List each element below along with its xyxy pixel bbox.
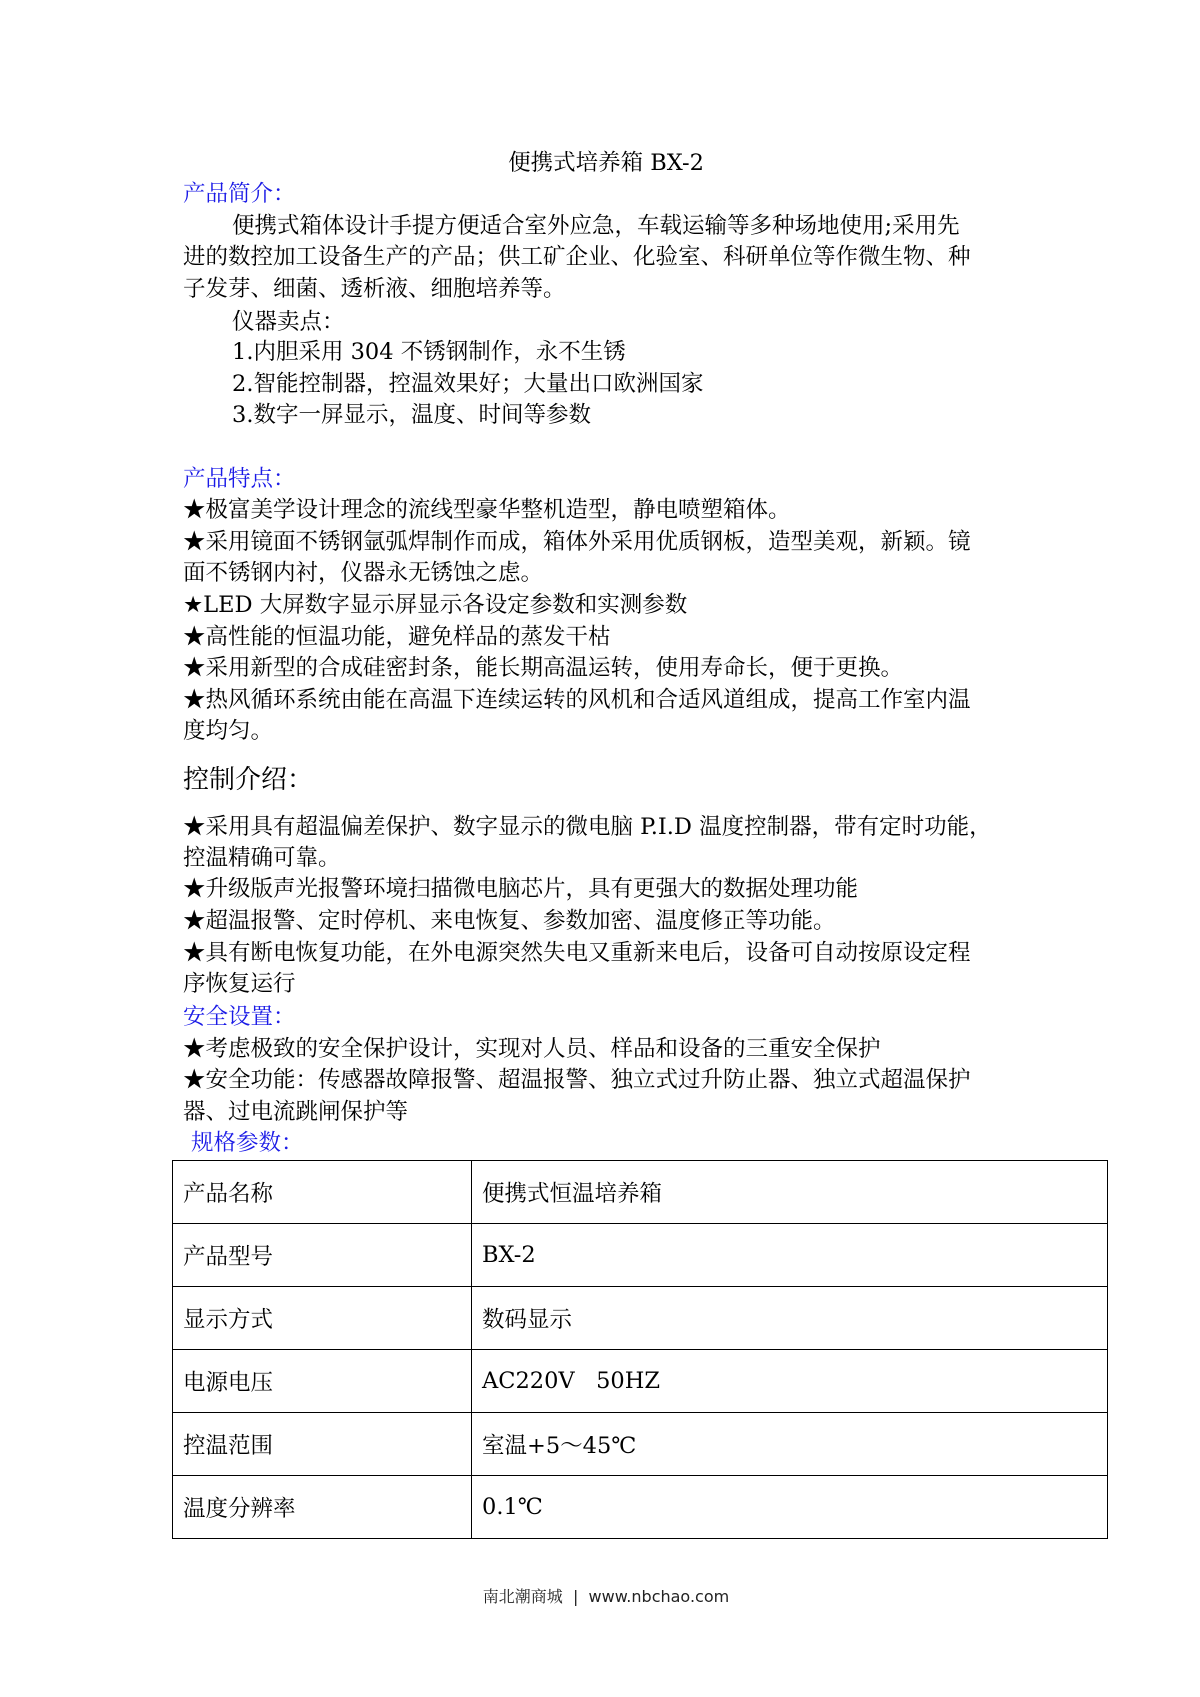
table-row <box>173 1413 1108 1476</box>
selling-heading: 仪器卖点： <box>232 309 345 335</box>
selling-point: 1.内胆采用 304 不锈钢制作，永不生锈 <box>232 339 626 365</box>
intro-line: 子发芽、细菌、透析液、细胞培养等。 <box>183 276 566 302</box>
control-heading: 控制介绍： <box>183 765 314 795</box>
safety-line: 器、过电流跳闸保护等 <box>183 1099 409 1125</box>
safety-line: ★考虑极致的安全保护设计，实现对人员、样品和设备的三重安全保护 <box>183 1036 881 1062</box>
spec-value: BX-2 <box>472 1224 1108 1287</box>
control-line: 序恢复运行 <box>183 971 296 997</box>
intro-line: 进的数控加工设备生产的产品；供工矿企业、化验室、科研单位等作微生物、种 <box>183 244 971 270</box>
spec-key: 控温范围 <box>173 1413 472 1476</box>
feature-line: ★LED 大屏数字显示屏显示各设定参数和实测参数 <box>183 592 688 618</box>
spec-value: 便携式恒温培养箱 <box>472 1161 1108 1224</box>
selling-point: 2.智能控制器，控温效果好；大量出口欧洲国家 <box>232 371 704 397</box>
control-line: ★采用具有超温偏差保护、数字显示的微电脑 P.I.D 温度控制器，带有定时功能， <box>183 814 992 840</box>
feature-line: 面不锈钢内衬，仪器永无锈蚀之虑。 <box>183 560 544 586</box>
spec-key: 产品名称 <box>173 1161 472 1224</box>
table-row <box>173 1161 1108 1224</box>
spec-value: AC220V 50HZ <box>472 1350 1108 1413</box>
intro-heading: 产品简介： <box>183 181 296 207</box>
control-line: ★具有断电恢复功能，在外电源突然失电又重新来电后，设备可自动按原设定程 <box>183 940 971 966</box>
feature-line: ★采用镜面不锈钢氩弧焊制作而成，箱体外采用优质钢板，造型美观，新颖。镜 <box>183 529 971 555</box>
feature-line: ★热风循环系统由能在高温下连续运转的风机和合适风道组成，提高工作室内温 <box>183 687 971 713</box>
spec-value: 数码显示 <box>472 1287 1108 1350</box>
table-row <box>173 1224 1108 1287</box>
control-line: ★超温报警、定时停机、来电恢复、参数加密、温度修正等功能。 <box>183 908 836 934</box>
specs-table <box>172 1160 1108 1539</box>
document-title: 便携式培养箱 BX-2 <box>508 150 704 176</box>
spec-key: 产品型号 <box>173 1224 472 1287</box>
feature-line: ★采用新型的合成硅密封条，能长期高温运转，使用寿命长，便于更换。 <box>183 655 904 681</box>
features-heading: 产品特点： <box>183 466 296 492</box>
control-line: ★升级版声光报警环境扫描微电脑芯片，具有更强大的数据处理功能 <box>183 876 859 902</box>
spec-key: 显示方式 <box>173 1287 472 1350</box>
table-row <box>173 1287 1108 1350</box>
intro-line: 便携式箱体设计手提方便适合室外应急，车载运输等多种场地使用;采用先 <box>232 213 960 239</box>
feature-line: ★高性能的恒温功能，避免样品的蒸发干枯 <box>183 624 611 650</box>
table-row <box>173 1476 1108 1539</box>
safety-heading: 安全设置： <box>183 1004 296 1030</box>
selling-point: 3.数字一屏显示，温度、时间等参数 <box>232 402 591 428</box>
control-line: 控温精确可靠。 <box>183 845 341 871</box>
specs-heading: 规格参数： <box>191 1130 304 1156</box>
spec-value: 室温+5～45℃ <box>472 1413 1108 1476</box>
footer-link[interactable]: 南北潮商城 | www.nbchao.com <box>482 1587 730 1606</box>
feature-line: 度均匀。 <box>183 718 274 744</box>
spec-key: 电源电压 <box>173 1350 472 1413</box>
spec-key: 温度分辨率 <box>173 1476 472 1539</box>
safety-line: ★安全功能：传感器故障报警、超温报警、独立式过升防止器、独立式超温保护 <box>183 1067 971 1093</box>
table-row <box>173 1350 1108 1413</box>
spec-value: 0.1℃ <box>472 1476 1108 1539</box>
feature-line: ★极富美学设计理念的流线型豪华整机造型，静电喷塑箱体。 <box>183 497 791 523</box>
